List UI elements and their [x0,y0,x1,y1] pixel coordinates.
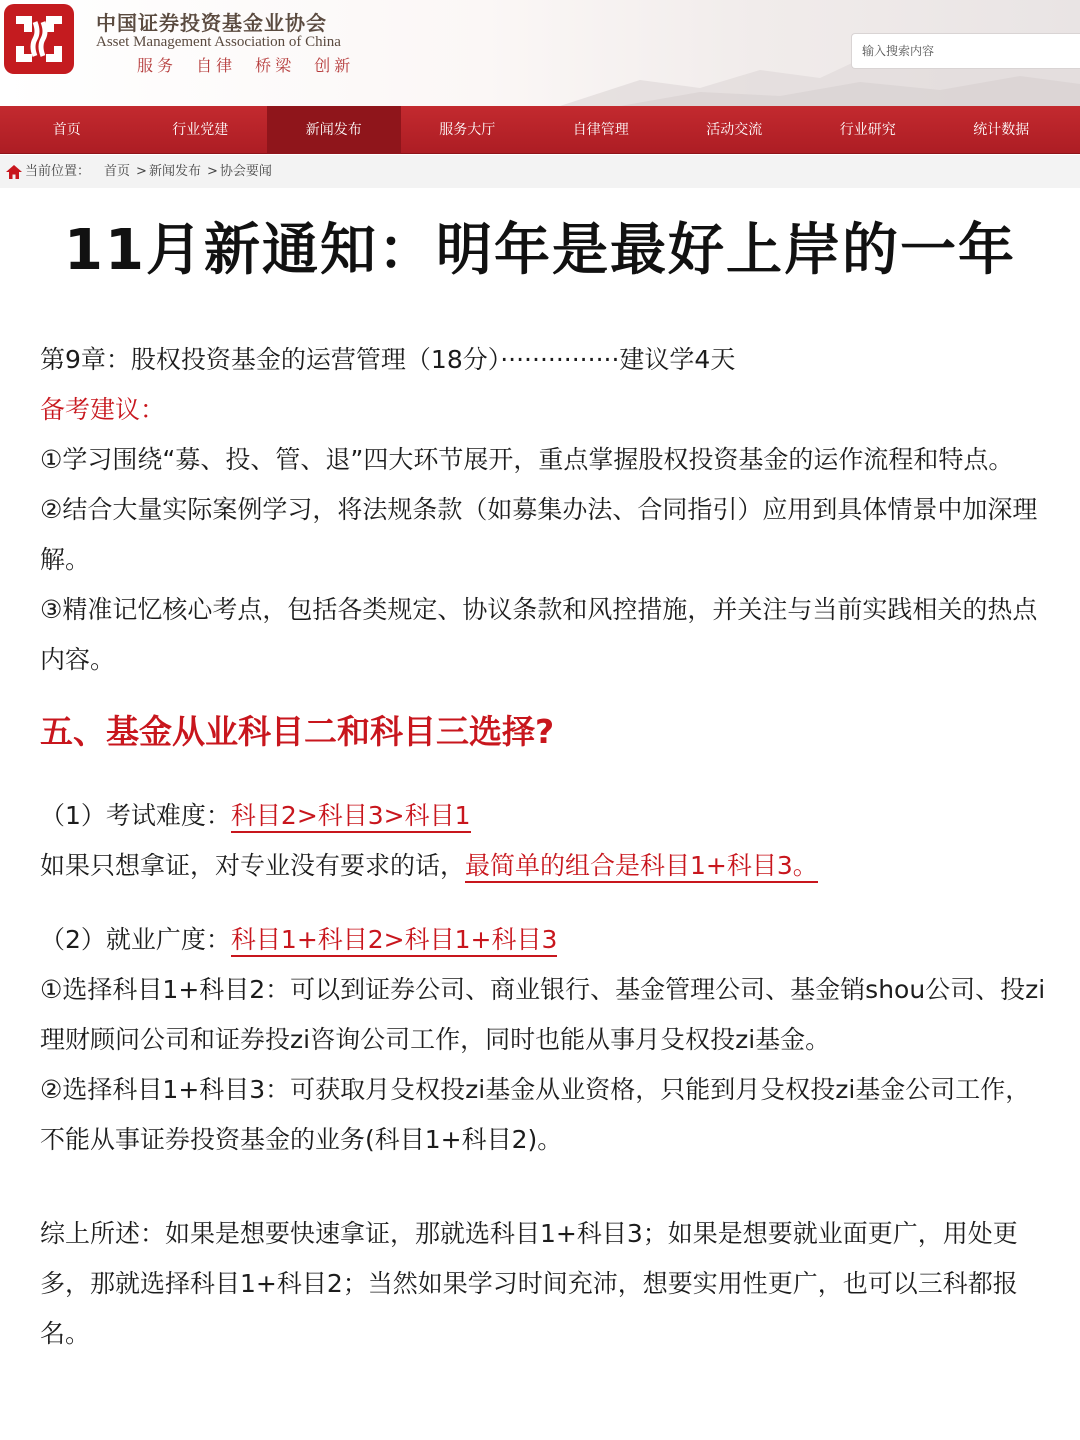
org-motto: 服务 自律 桥梁 创新 [137,56,355,75]
article-title: 11月新通知：明年是最好上岸的一年 [64,218,1016,283]
advice-item-1: ①学习围绕“募、投、管、退”四大环节展开，重点掌握股权投资基金的运作流程和特点。 [40,445,1014,474]
breadth-line [40,915,1050,965]
breadth-label: （2）就业广度： [40,925,231,954]
difficulty-note [40,841,1050,891]
section-5-title: 五、基金从业科目二和科目三选择? [40,712,555,751]
nav-item-news[interactable]: 新闻发布 [267,106,401,154]
breadcrumb-prefix: 当前位置： [25,164,91,179]
advice-item-2: ②结合大量实际案例学习，将法规条款（如募集办法、合同指引）应用到具体情景中加深理解。 [40,495,1038,574]
summary: 综上所述：如果是想要快速拿证，那就选科目1+科目3；如果是想要就业面更广，用处更多，那就选择科目1+科目2；当然如果学习时间充沛，想要实用性更广，也可以三科都报名。 [40,1219,1018,1348]
nav-item-research[interactable]: 行业研究 [839,122,896,138]
breadth-value: 科目1+科目2>科目1+科目3 [231,925,557,957]
difficulty-note-highlight: 最简单的组合是科目1+科目3。 [465,851,818,883]
breadcrumb-separator: > [136,164,147,179]
difficulty-line [40,791,1050,841]
choice-1: ①选择科目1+科目2：可以到证券公司、商业银行、基金管理公司、基金销shou公司、投zi理财顾问公司和证券投zi咨询公司工作，同时也能从事月殳权投zi基金。 [40,975,1046,1054]
difficulty-value: 科目2>科目3>科目1 [231,801,471,833]
nav-item-events[interactable]: 活动交流 [706,122,763,138]
nav-item-party-building[interactable]: 行业党建 [172,122,229,138]
breadcrumb-separator: > [206,164,218,179]
nav-item-service-hall[interactable]: 服务大厅 [439,122,496,138]
amac-logo[interactable] [2,2,76,76]
difficulty-label: （1）考试难度： [40,801,231,830]
breadcrumb [0,155,1080,188]
site-header [0,0,1080,106]
breadcrumb-association-news[interactable]: 协会要闻 [219,164,272,179]
article-body [40,335,1050,1359]
nav-item-self-regulation[interactable]: 自律管理 [572,122,629,138]
search-input[interactable] [851,33,1080,69]
advice-item-3: ③精准记忆核心考点，包括各类规定、协议条款和风控措施，并关注与当前实践相关的热点内容。 [40,595,1038,674]
breadcrumb-home[interactable]: 首页 [104,164,131,179]
nav-item-home[interactable]: 首页 [52,122,81,138]
breadcrumb-news[interactable]: 新闻发布 [148,164,201,179]
chapter-line: 第9章：股权投资基金的运营管理（18分）···············建议学4天 [40,345,736,374]
org-name-en: Asset Management Association of China [96,34,341,50]
difficulty-note-prefix: 如果只想拿证，对专业没有要求的话， [40,851,466,880]
choice-2: ②选择科目1+科目3：可获取月殳权投zi基金从业资格，只能到月殳权投zi基金公司工作，不能从事证券投资基金的业务(科目1+科目2)。 [40,1075,1031,1154]
nav-item-statistics[interactable]: 统计数据 [973,122,1030,138]
home-icon [6,165,22,179]
main-nav [0,106,1080,154]
org-name-cn: 中国证券投资基金业协会 [96,11,327,35]
advice-label: 备考建议： [40,395,166,424]
